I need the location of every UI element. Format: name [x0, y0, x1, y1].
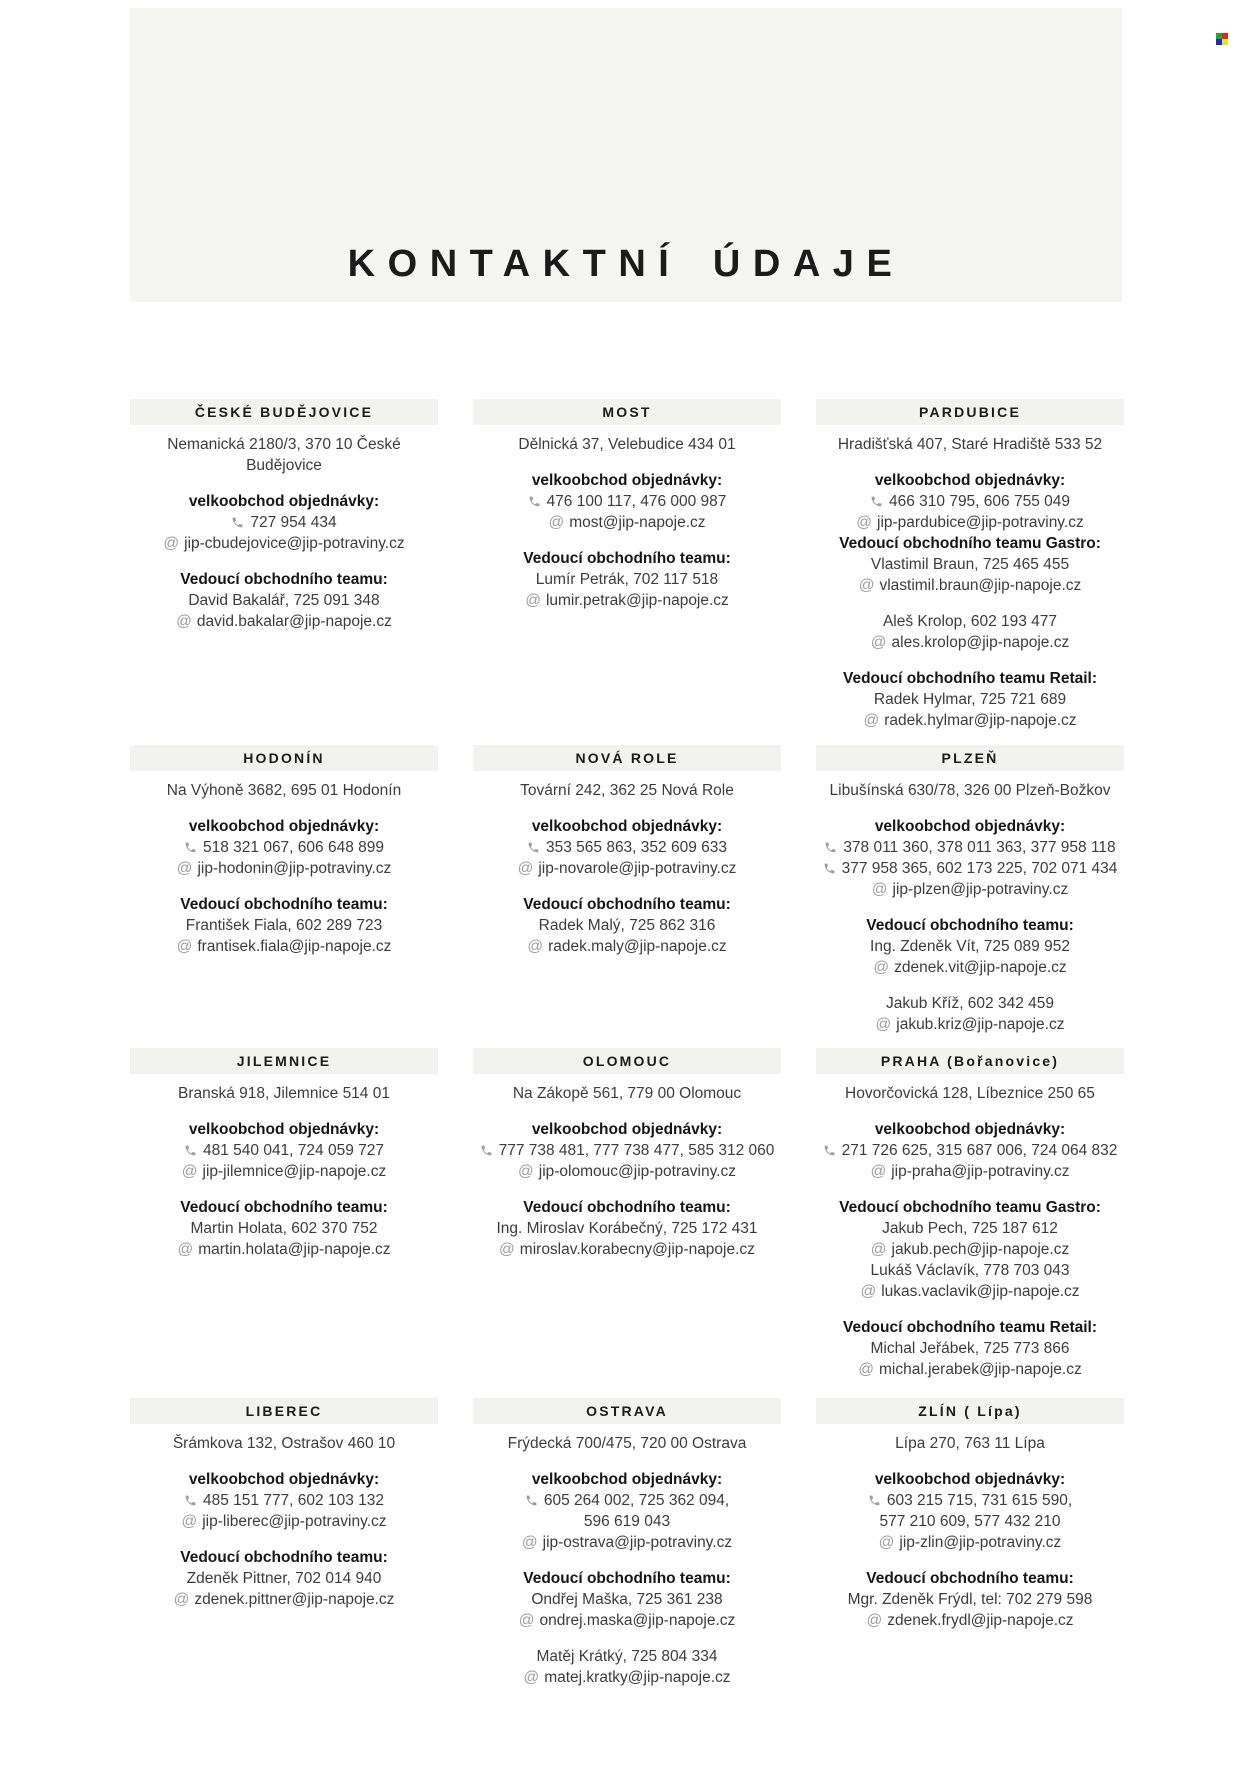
at-icon: @	[525, 592, 541, 609]
at-icon: @	[181, 1163, 198, 1180]
spacer	[483, 1631, 771, 1646]
spacer	[140, 1104, 428, 1119]
section-label: velkoobchod objednávky:	[874, 472, 1066, 489]
section-label: velkoobchod objednávky:	[531, 1471, 723, 1488]
at-icon: @	[517, 860, 534, 877]
email-line	[826, 957, 1114, 978]
email-line	[140, 858, 428, 879]
contact-line: Michal Jeřábek, 725 773 866	[870, 1340, 1070, 1357]
section-label: Vedoucí obchodního teamu Gastro:	[839, 1199, 1101, 1216]
phone-receiver-icon	[184, 1144, 197, 1157]
phone-receiver-icon	[823, 1144, 836, 1157]
spacer	[483, 533, 771, 548]
section-header: JILEMNICE	[130, 1048, 438, 1074]
contact-line: Aleš Krolop, 602 193 477	[882, 613, 1058, 630]
contact-section	[816, 1398, 1124, 1631]
phone-line-continuation	[826, 1511, 1114, 1532]
email-text: jakub.kriz@jip-napoje.cz	[896, 1016, 1065, 1033]
contact-section	[130, 1398, 438, 1610]
email-line	[483, 1532, 771, 1553]
contact-line: Mgr. Zdeněk Frýdl, tel: 702 279 598	[847, 1591, 1093, 1608]
address-line: Šrámkova 132, Ostrašov 460 10	[172, 1435, 396, 1452]
phone-line	[140, 1490, 428, 1511]
phone-receiver-icon	[823, 862, 836, 875]
contact-line: David Bakalář, 725 091 348	[188, 592, 380, 609]
at-icon: @	[181, 1513, 198, 1530]
email-text: lumir.petrak@jip-napoje.cz	[545, 592, 729, 609]
phone-line	[483, 837, 771, 858]
phone-text: 481 540 041, 724 059 727	[202, 1142, 384, 1159]
spacer	[826, 1454, 1114, 1469]
email-text: frantisek.fiala@jip-napoje.cz	[197, 938, 392, 955]
email-text: lukas.vaclavik@jip-napoje.cz	[881, 1283, 1080, 1300]
contact-section	[473, 1048, 781, 1260]
at-icon: @	[870, 1163, 887, 1180]
email-text: jip-liberec@jip-potraviny.cz	[202, 1513, 387, 1530]
email-text: most@jip-napoje.cz	[569, 514, 706, 531]
at-icon: @	[521, 1534, 538, 1551]
section-label: Vedoucí obchodního teamu:	[180, 1199, 388, 1216]
at-icon: @	[176, 613, 192, 630]
section-label: velkoobchod objednávky:	[874, 818, 1066, 835]
contact-line: Ing. Zdeněk Vít, 725 089 952	[870, 938, 1070, 955]
contact-section	[816, 1048, 1124, 1380]
phone-receiver-icon	[525, 1494, 538, 1507]
contact-grid-row	[130, 399, 1124, 731]
phone-line	[826, 858, 1118, 879]
section-label: velkoobchod objednávky:	[531, 818, 723, 835]
email-text: miroslav.korabecny@jip-napoje.cz	[519, 1241, 755, 1258]
contact-line: Jakub Kříž, 602 342 459	[885, 995, 1055, 1012]
section-header: PLZEŇ	[816, 745, 1124, 771]
contact-section	[130, 1048, 438, 1260]
section-header: OSTRAVA	[473, 1398, 781, 1424]
at-icon: @	[858, 1361, 875, 1378]
section-label: velkoobchod objednávky:	[188, 1471, 380, 1488]
spacer	[483, 455, 771, 470]
spacer	[483, 801, 771, 816]
at-icon: @	[176, 938, 193, 955]
email-line	[140, 533, 428, 554]
email-text: zdenek.pittner@jip-napoje.cz	[194, 1591, 395, 1608]
email-line	[483, 858, 771, 879]
at-icon: @	[518, 1612, 535, 1629]
address-line: Na Zákopě 561, 779 00 Olomouc	[512, 1085, 742, 1102]
section-content	[130, 771, 438, 957]
section-header: ZLÍN ( Lípa)	[816, 1398, 1124, 1424]
section-label: velkoobchod objednávky:	[874, 1471, 1066, 1488]
email-line	[140, 1239, 428, 1260]
phone-text: 518 321 067, 606 648 899	[202, 839, 384, 856]
phone-line	[826, 1140, 1118, 1161]
contact-grid-row	[130, 1398, 1124, 1688]
address-line: Hradišťská 407, Staré Hradiště 533 52	[837, 436, 1103, 453]
address-line: Libušínská 630/78, 326 00 Plzeň-Božkov	[829, 782, 1111, 799]
contact-line: Martin Holata, 602 370 752	[190, 1220, 378, 1237]
section-content	[816, 425, 1124, 731]
address-line: Frýdecká 700/475, 720 00 Ostrava	[507, 1435, 747, 1452]
at-icon: @	[878, 1534, 895, 1551]
contact-line: Jakub Pech, 725 187 612	[882, 1220, 1058, 1237]
section-content	[816, 1424, 1124, 1631]
spacer	[140, 1182, 428, 1197]
email-line	[826, 632, 1114, 653]
section-label: Vedoucí obchodního teamu Retail:	[842, 1319, 1098, 1336]
address-line: Tovární 242, 362 25 Nová Role	[520, 782, 734, 799]
address-line: Lípa 270, 763 11 Lípa	[895, 1435, 1045, 1452]
section-label: Vedoucí obchodního teamu Retail:	[842, 670, 1098, 687]
email-line	[140, 611, 428, 632]
spacer	[826, 455, 1114, 470]
section-label: Vedoucí obchodního teamu:	[523, 896, 731, 913]
spacer	[826, 900, 1114, 915]
address-line: Branská 918, Jilemnice 514 01	[178, 1085, 390, 1102]
spacer	[826, 1302, 1114, 1317]
email-text: jip-ostrava@jip-potraviny.cz	[542, 1534, 733, 1551]
email-text: matej.kratky@jip-napoje.cz	[544, 1669, 731, 1686]
phone-text: 271 726 625, 315 687 006, 724 064 832	[841, 1142, 1118, 1159]
at-icon: @	[863, 712, 880, 729]
email-text: vlastimil.braun@jip-napoje.cz	[879, 577, 1082, 594]
section-content	[473, 1074, 781, 1260]
email-line	[826, 1359, 1114, 1380]
phone-line	[140, 512, 428, 533]
at-icon: @	[177, 1241, 194, 1258]
email-line	[483, 936, 771, 957]
contact-line: Radek Malý, 725 862 316	[538, 917, 716, 934]
phone-receiver-icon	[480, 1144, 493, 1157]
section-label: Vedoucí obchodního teamu:	[523, 550, 731, 567]
email-text: jip-cbudejovice@jip-potraviny.cz	[184, 535, 405, 552]
section-label: Vedoucí obchodního teamu:	[866, 917, 1074, 934]
spacer	[826, 1104, 1114, 1119]
phone-line	[483, 1490, 771, 1511]
section-content	[473, 771, 781, 957]
email-text: ales.krolop@jip-napoje.cz	[891, 634, 1070, 651]
spacer	[483, 1553, 771, 1568]
email-text: ondrej.maska@jip-napoje.cz	[539, 1612, 736, 1629]
email-line	[483, 590, 771, 611]
phone-line	[826, 1490, 1114, 1511]
section-header: HODONÍN	[130, 745, 438, 771]
section-label: velkoobchod objednávky:	[188, 818, 380, 835]
spacer	[826, 1182, 1114, 1197]
section-content	[130, 1424, 438, 1610]
email-line	[826, 575, 1114, 596]
section-header: OLOMOUC	[473, 1048, 781, 1074]
email-text: radek.maly@jip-napoje.cz	[548, 938, 727, 955]
section-content	[130, 1074, 438, 1260]
at-icon: @	[860, 1283, 877, 1300]
contact-line: Matěj Krátký, 725 804 334	[536, 1648, 718, 1665]
phone-receiver-icon	[184, 1494, 197, 1507]
section-label: velkoobchod objednávky:	[188, 1121, 380, 1138]
section-header: PARDUBICE	[816, 399, 1124, 425]
email-line	[483, 1667, 771, 1688]
contact-line: Ing. Miroslav Korábečný, 725 172 431	[496, 1220, 758, 1237]
email-line	[483, 1610, 771, 1631]
email-line	[826, 1161, 1114, 1182]
at-icon: @	[548, 514, 565, 531]
spacer	[483, 1104, 771, 1119]
phone-line-continuation	[483, 1511, 771, 1532]
phone-line	[826, 837, 1114, 858]
section-label: velkoobchod objednávky:	[531, 1121, 723, 1138]
contact-section	[473, 1398, 781, 1688]
phone-text: 727 954 434	[250, 514, 337, 531]
section-content	[473, 1424, 781, 1688]
email-text: radek.hylmar@jip-napoje.cz	[884, 712, 1077, 729]
phone-text: 605 264 002, 725 362 094,	[543, 1492, 730, 1509]
at-icon: @	[523, 1669, 540, 1686]
contact-line: Radek Hylmar, 725 721 689	[873, 691, 1067, 708]
phone-text: 377 958 365, 602 173 225, 702 071 434	[841, 860, 1118, 877]
contact-grid-row	[130, 1048, 1124, 1380]
contact-section	[473, 399, 781, 611]
spacer	[483, 879, 771, 894]
phone-line	[826, 491, 1114, 512]
spacer	[826, 801, 1114, 816]
section-label: velkoobchod objednávky:	[188, 493, 380, 510]
spacer	[140, 476, 428, 491]
spacer	[140, 801, 428, 816]
email-line	[826, 710, 1114, 731]
email-line	[140, 1511, 428, 1532]
email-line	[826, 1014, 1114, 1035]
contact-line: František Fiala, 602 289 723	[185, 917, 383, 934]
phone-receiver-icon	[184, 841, 197, 854]
section-label: Vedoucí obchodního teamu:	[523, 1570, 731, 1587]
spacer	[140, 1454, 428, 1469]
at-icon: @	[870, 634, 887, 651]
email-text: zdenek.frydl@jip-napoje.cz	[887, 1612, 1074, 1629]
email-text: jakub.pech@jip-napoje.cz	[891, 1241, 1070, 1258]
phone-text: 476 100 117, 476 000 987	[546, 493, 727, 510]
section-content	[816, 771, 1124, 1035]
phone-line	[483, 491, 771, 512]
email-line	[140, 1589, 428, 1610]
section-content	[816, 1074, 1124, 1380]
section-label: Vedoucí obchodního teamu:	[866, 1570, 1074, 1587]
spacer	[826, 1553, 1114, 1568]
email-text: jip-plzen@jip-potraviny.cz	[892, 881, 1069, 898]
address-line: Na Výhoně 3682, 695 01 Hodonín	[166, 782, 402, 799]
email-line	[826, 512, 1114, 533]
at-icon: @	[518, 1163, 534, 1180]
email-line	[826, 1239, 1114, 1260]
section-label: Vedoucí obchodního teamu:	[523, 1199, 731, 1216]
at-icon: @	[173, 1591, 190, 1608]
phone-text: 353 565 863, 352 609 633	[545, 839, 727, 856]
section-header: PRAHA (Bořanovice)	[816, 1048, 1124, 1074]
spacer	[826, 978, 1114, 993]
email-line	[826, 879, 1114, 900]
at-icon: @	[873, 959, 890, 976]
email-text: jip-pardubice@jip-potraviny.cz	[877, 514, 1084, 531]
section-header: MOST	[473, 399, 781, 425]
at-icon: @	[499, 1241, 515, 1258]
email-text: zdenek.vit@jip-napoje.cz	[894, 959, 1067, 976]
section-content	[130, 425, 438, 632]
phone-receiver-icon	[528, 495, 541, 508]
section-label: Vedoucí obchodního teamu:	[180, 571, 388, 588]
phone-receiver-icon	[231, 516, 244, 529]
page-title: KONTAKTNÍ ÚDAJE	[347, 243, 905, 285]
email-line	[826, 1281, 1114, 1302]
email-text: michal.jerabek@jip-napoje.cz	[879, 1361, 1082, 1378]
email-text: martin.holata@jip-napoje.cz	[198, 1241, 391, 1258]
phone-receiver-icon	[868, 1494, 881, 1507]
contact-line: Ondřej Maška, 725 361 238	[531, 1591, 723, 1608]
contact-line: Zdeněk Pittner, 702 014 940	[186, 1570, 382, 1587]
address-line: Dělnická 37, Velebudice 434 01	[518, 436, 736, 453]
contact-grid-row	[130, 745, 1124, 1035]
section-header: NOVÁ ROLE	[473, 745, 781, 771]
phone-text: 378 011 360, 378 011 363, 377 958 118	[843, 839, 1116, 856]
phone-text: 596 619 043	[583, 1513, 671, 1530]
at-icon: @	[875, 1016, 892, 1033]
at-icon: @	[527, 938, 544, 955]
email-line	[826, 1532, 1114, 1553]
email-text: jip-olomouc@jip-potraviny.cz	[538, 1163, 736, 1180]
email-line	[826, 1610, 1114, 1631]
contact-line: Lumír Petrák, 702 117 518	[535, 571, 719, 588]
at-icon: @	[176, 860, 193, 877]
email-line	[140, 936, 428, 957]
spacer	[483, 1182, 771, 1197]
section-label: Vedoucí obchodního teamu Gastro:	[839, 535, 1101, 552]
email-text: jip-hodonin@jip-potraviny.cz	[197, 860, 392, 877]
email-text: jip-jilemnice@jip-napoje.cz	[202, 1163, 387, 1180]
at-icon: @	[866, 1612, 883, 1629]
at-icon: @	[871, 881, 888, 898]
phone-text: 577 210 609, 577 432 210	[879, 1513, 1061, 1530]
phone-text: 777 738 481, 777 738 477, 585 312 060	[498, 1142, 775, 1159]
section-label: Vedoucí obchodního teamu:	[180, 896, 388, 913]
at-icon: @	[856, 514, 873, 531]
contact-section	[816, 745, 1124, 1035]
section-content	[473, 425, 781, 611]
phone-line	[140, 1140, 428, 1161]
phone-text: 485 151 777, 602 103 132	[202, 1492, 384, 1509]
contact-section	[816, 399, 1124, 731]
email-text: jip-praha@jip-potraviny.cz	[891, 1163, 1070, 1180]
contact-line: Lukáš Václavík, 778 703 043	[870, 1262, 1070, 1279]
spacer	[826, 596, 1114, 611]
at-icon: @	[858, 577, 875, 594]
at-icon: @	[163, 535, 180, 552]
spacer	[140, 554, 428, 569]
email-text: david.bakalar@jip-napoje.cz	[196, 613, 392, 630]
phone-text: 466 310 795, 606 755 049	[888, 493, 1070, 510]
section-header: ČESKÉ BUDĚJOVICE	[130, 399, 438, 425]
phone-line	[483, 1140, 775, 1161]
address-line: Nemanická 2180/3, 370 10 České Budějovice	[167, 436, 401, 474]
email-line	[483, 512, 771, 533]
contact-section	[473, 745, 781, 957]
spacer	[140, 1532, 428, 1547]
email-text: jip-zlin@jip-potraviny.cz	[899, 1534, 1062, 1551]
contact-section	[130, 745, 438, 957]
email-line	[140, 1161, 428, 1182]
phone-receiver-icon	[527, 841, 540, 854]
section-label: Vedoucí obchodního teamu:	[180, 1549, 388, 1566]
contact-section	[130, 399, 438, 632]
email-text: jip-novarole@jip-potraviny.cz	[538, 860, 737, 877]
spacer	[140, 879, 428, 894]
phone-receiver-icon	[824, 841, 837, 854]
email-line	[483, 1239, 771, 1260]
email-line	[483, 1161, 771, 1182]
spacer	[483, 1454, 771, 1469]
phone-text: 603 215 715, 731 615 590,	[886, 1492, 1073, 1509]
at-icon: @	[870, 1241, 887, 1258]
contact-line: Vlastimil Braun, 725 465 455	[870, 556, 1070, 573]
phone-line	[140, 837, 428, 858]
phone-receiver-icon	[870, 495, 883, 508]
section-header: LIBEREC	[130, 1398, 438, 1424]
section-label: velkoobchod objednávky:	[874, 1121, 1066, 1138]
spacer	[826, 653, 1114, 668]
address-line: Hovorčovická 128, Líbeznice 250 65	[845, 1085, 1095, 1102]
section-label: velkoobchod objednávky:	[531, 472, 723, 489]
